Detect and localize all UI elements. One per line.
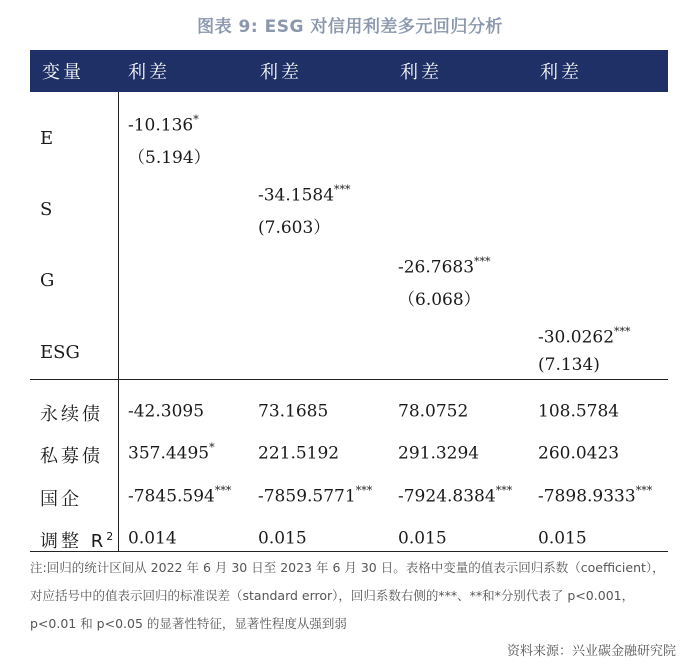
header-col-1: 利差 — [128, 62, 170, 83]
cell: 78.0752 — [398, 401, 469, 422]
significance-stars: *** — [334, 183, 351, 196]
se-s: (7.603） — [258, 218, 331, 238]
row-label-s: S — [40, 199, 53, 220]
cell: 0.015 — [258, 528, 307, 549]
cell: 0.014 — [128, 528, 177, 549]
cell: -7845.594*** — [128, 484, 232, 507]
coef-e — [128, 114, 199, 136]
row-label-private: 私募债 — [40, 446, 103, 467]
significance-stars: *** — [614, 325, 631, 338]
cell: 108.5784 — [538, 401, 620, 422]
cell: -7898.9333*** — [538, 484, 653, 507]
note-line-2: 对应括号中的值表示回归的标准误差（standard error），回归系数右侧的***、**和*分别代表了 p<0.001， — [30, 588, 635, 603]
cell: 291.3294 — [398, 443, 480, 464]
row-label-adj-r2: 调整 $R^2$ — [40, 530, 117, 552]
significance-stars: * — [193, 113, 199, 126]
note-line-1: 注:回归的统计区间从 2022 年 6 月 30 日至 2023 年 6 月 30 日。表格中变量的值表示回归系数（coefficient）， — [30, 560, 665, 575]
significance-stars: *** — [474, 255, 491, 268]
cell: -42.3095 — [128, 401, 205, 422]
cell: 73.1685 — [258, 401, 329, 422]
row-label-e: E — [40, 128, 54, 149]
row-label-soe: 国企 — [40, 489, 82, 510]
source-note: 资料来源：兴业碳金融研究院 — [506, 644, 676, 659]
header-col-2: 利差 — [260, 62, 302, 83]
cell: 0.015 — [398, 528, 447, 549]
coef-value: -26.7683 — [398, 257, 475, 278]
cell: 357.4495* — [128, 441, 215, 464]
cell: 0.015 — [538, 528, 587, 549]
se-g: （6.068） — [398, 290, 481, 310]
cell: 260.0423 — [538, 443, 620, 464]
row-label-g: G — [40, 270, 55, 291]
table-header — [30, 50, 668, 92]
header-col-4: 利差 — [540, 62, 582, 83]
coef-esg — [538, 326, 631, 348]
column-divider — [118, 92, 119, 551]
coef-g — [398, 256, 491, 278]
header-variable: 变量 — [42, 62, 84, 83]
row-label-esg: ESG — [40, 342, 80, 363]
cell: -7859.5771*** — [258, 484, 373, 507]
coef-s — [258, 184, 351, 206]
coef-value: -34.1584 — [258, 185, 335, 206]
se-e: （5.194） — [128, 148, 211, 168]
cell: -7924.8384*** — [398, 484, 513, 507]
header-col-3: 利差 — [400, 62, 442, 83]
figure-title: 图表 9: ESG 对信用利差多元回归分析 — [197, 17, 503, 37]
coef-value: -10.136 — [128, 115, 194, 136]
note-line-3: p<0.01 和 p<0.05 的显著性特征，显著性程度从强到弱 — [30, 616, 347, 631]
table-bottom-rule — [30, 551, 668, 552]
se-esg: (7.134) — [538, 355, 600, 375]
coef-value: -30.0262 — [538, 327, 615, 348]
cell: 221.5192 — [258, 443, 340, 464]
row-label-perpetual: 永续债 — [40, 404, 103, 425]
section-divider — [30, 379, 668, 380]
